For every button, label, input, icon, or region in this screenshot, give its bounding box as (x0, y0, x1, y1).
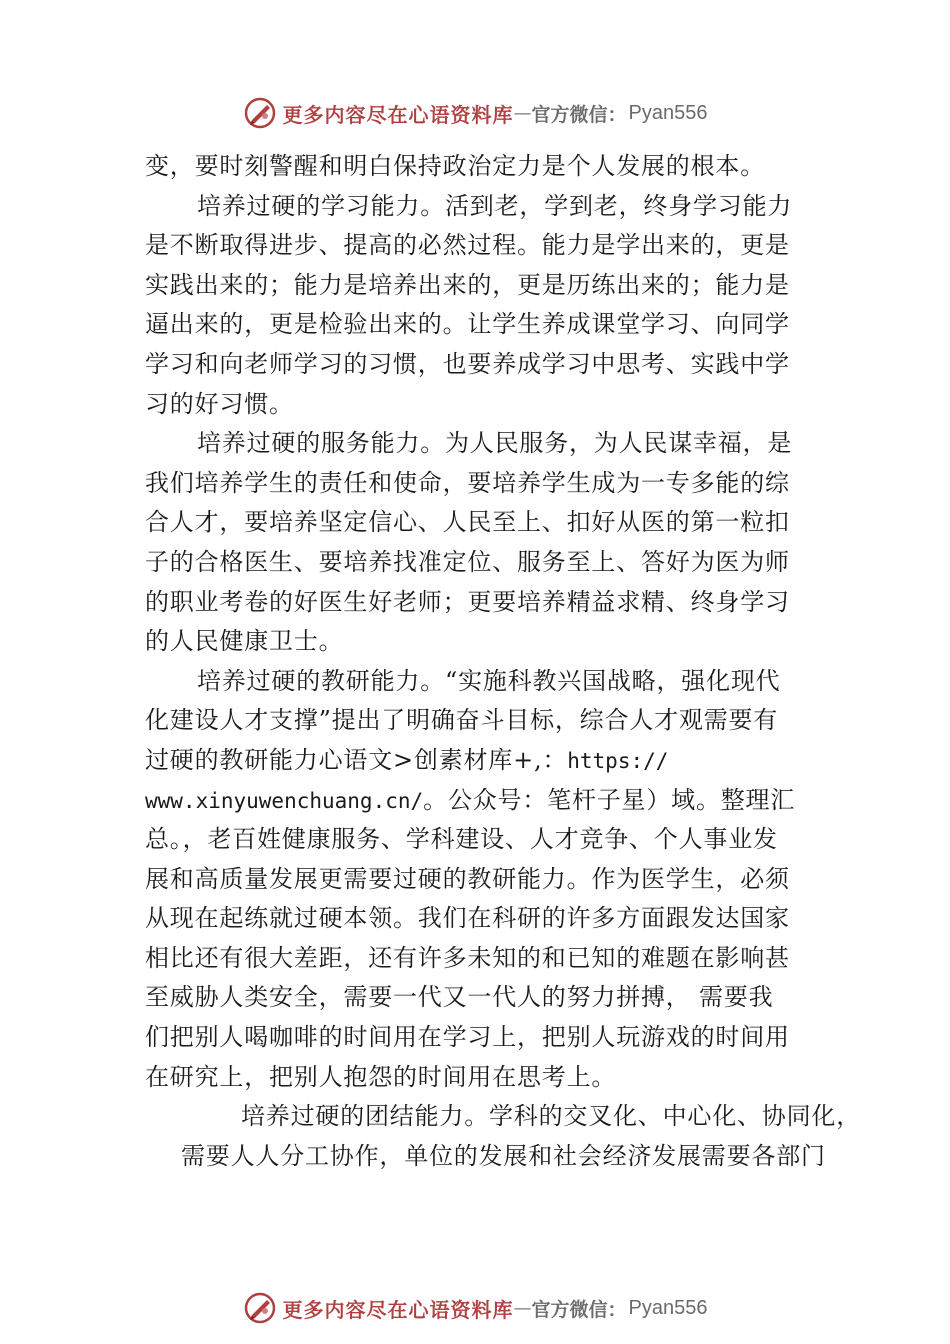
footer-separator: — (513, 1297, 532, 1319)
body-line: 展和高质量发展更需要过硬的教研能力。作为医学生，必须 (145, 864, 790, 893)
body-line: 我们培养学生的责任和使命，要培养学生成为一专多能的综 (145, 468, 790, 497)
url-text: https:// (567, 748, 669, 773)
body-line: 从现在起练就过硬本领。我们在科研的许多方面跟发达国家 (145, 904, 790, 933)
brand-logo-icon (243, 1291, 277, 1325)
header-separator: — (513, 102, 532, 124)
brand-logo-icon (243, 96, 277, 130)
body-line: 们把别人喝咖啡的时间用在学习上，把别人玩游戏的时间用 (145, 1023, 790, 1052)
body-line: 学习和向老师学习的习惯，也要养成学习中思考、实践中学 (145, 349, 790, 378)
page-header-banner (0, 93, 950, 133)
footer-wechat-label: 官方微信： (531, 1298, 627, 1321)
body-line: 的人民健康卫士。 (145, 627, 344, 656)
url-trailing-text: 。公众号：笔杆子星）域。整理汇 (423, 785, 796, 814)
paragraph-start-research: 培养过硬的教研能力。“实施科教兴国战略，强化现代 (197, 666, 781, 695)
line-text: 过硬的教研能力心语文>创素材库+,： (145, 745, 568, 774)
footer-wechat-id: Pyan556 (628, 1296, 708, 1319)
body-line: 总。，老百姓健康服务、学科建设、人才竞争、个人事业发 (145, 825, 778, 854)
body-line: 实践出来的；能力是培养出来的，更是历练出来的；能力是 (145, 270, 790, 299)
body-line: 至威胁人类安全，需要一代又一代人的努力拼搏， 需要我 (145, 983, 774, 1012)
header-brand-text: 更多内容尽在心语资料库 (282, 102, 514, 127)
paragraph-start-unity: 培养过硬的团结能力。学科的交叉化、中心化、协同化， (241, 1102, 861, 1131)
body-line: 需要人人分工协作，单位的发展和社会经济发展需要各部门 (181, 1141, 826, 1170)
body-line-url (145, 781, 815, 821)
paragraph-start-learning: 培养过硬的学习能力。活到老，学到老，终身学习能力 (197, 191, 793, 220)
body-line: 在研究上，把别人抱怨的时间用在思考上。 (145, 1062, 617, 1091)
body-line (145, 741, 815, 781)
paragraph-start-service: 培养过硬的服务能力。为人民服务，为人民谋幸福，是 (197, 429, 793, 458)
footer-brand-text: 更多内容尽在心语资料库 (282, 1297, 514, 1322)
body-line: 的职业考卷的好医生好老师；更要培养精益求精、终身学习 (145, 587, 790, 616)
url-text: www.xinyuwenchuang.cn/ (145, 788, 424, 813)
body-line: 合人才，要培养坚定信心、人民至上、扣好从医的第一粒扣 (145, 508, 790, 537)
header-wechat-label: 官方微信： (531, 103, 627, 126)
document-body (145, 147, 861, 1176)
body-line: 习的好习惯。 (145, 389, 294, 418)
body-line: 相比还有很大差距，还有许多未知的和已知的难题在影响甚 (145, 943, 790, 972)
body-line: 是不断取得进步、提高的必然过程。能力是学出来的，更是 (145, 231, 790, 260)
header-wechat-id: Pyan556 (628, 101, 708, 124)
body-line: 变，要时刻警醒和明白保持政治定力是个人发展的根本。 (145, 152, 765, 180)
page-footer-banner (0, 1288, 950, 1328)
body-line: 化建设人才支撑”提出了明确奋斗目标，综合人才观需要有 (145, 706, 779, 735)
body-line: 子的合格医生、要培养找准定位、服务至上、答好为医为师 (145, 547, 790, 576)
body-line: 逼出来的，更是检验出来的。让学生养成课堂学习、向同学 (145, 310, 790, 339)
